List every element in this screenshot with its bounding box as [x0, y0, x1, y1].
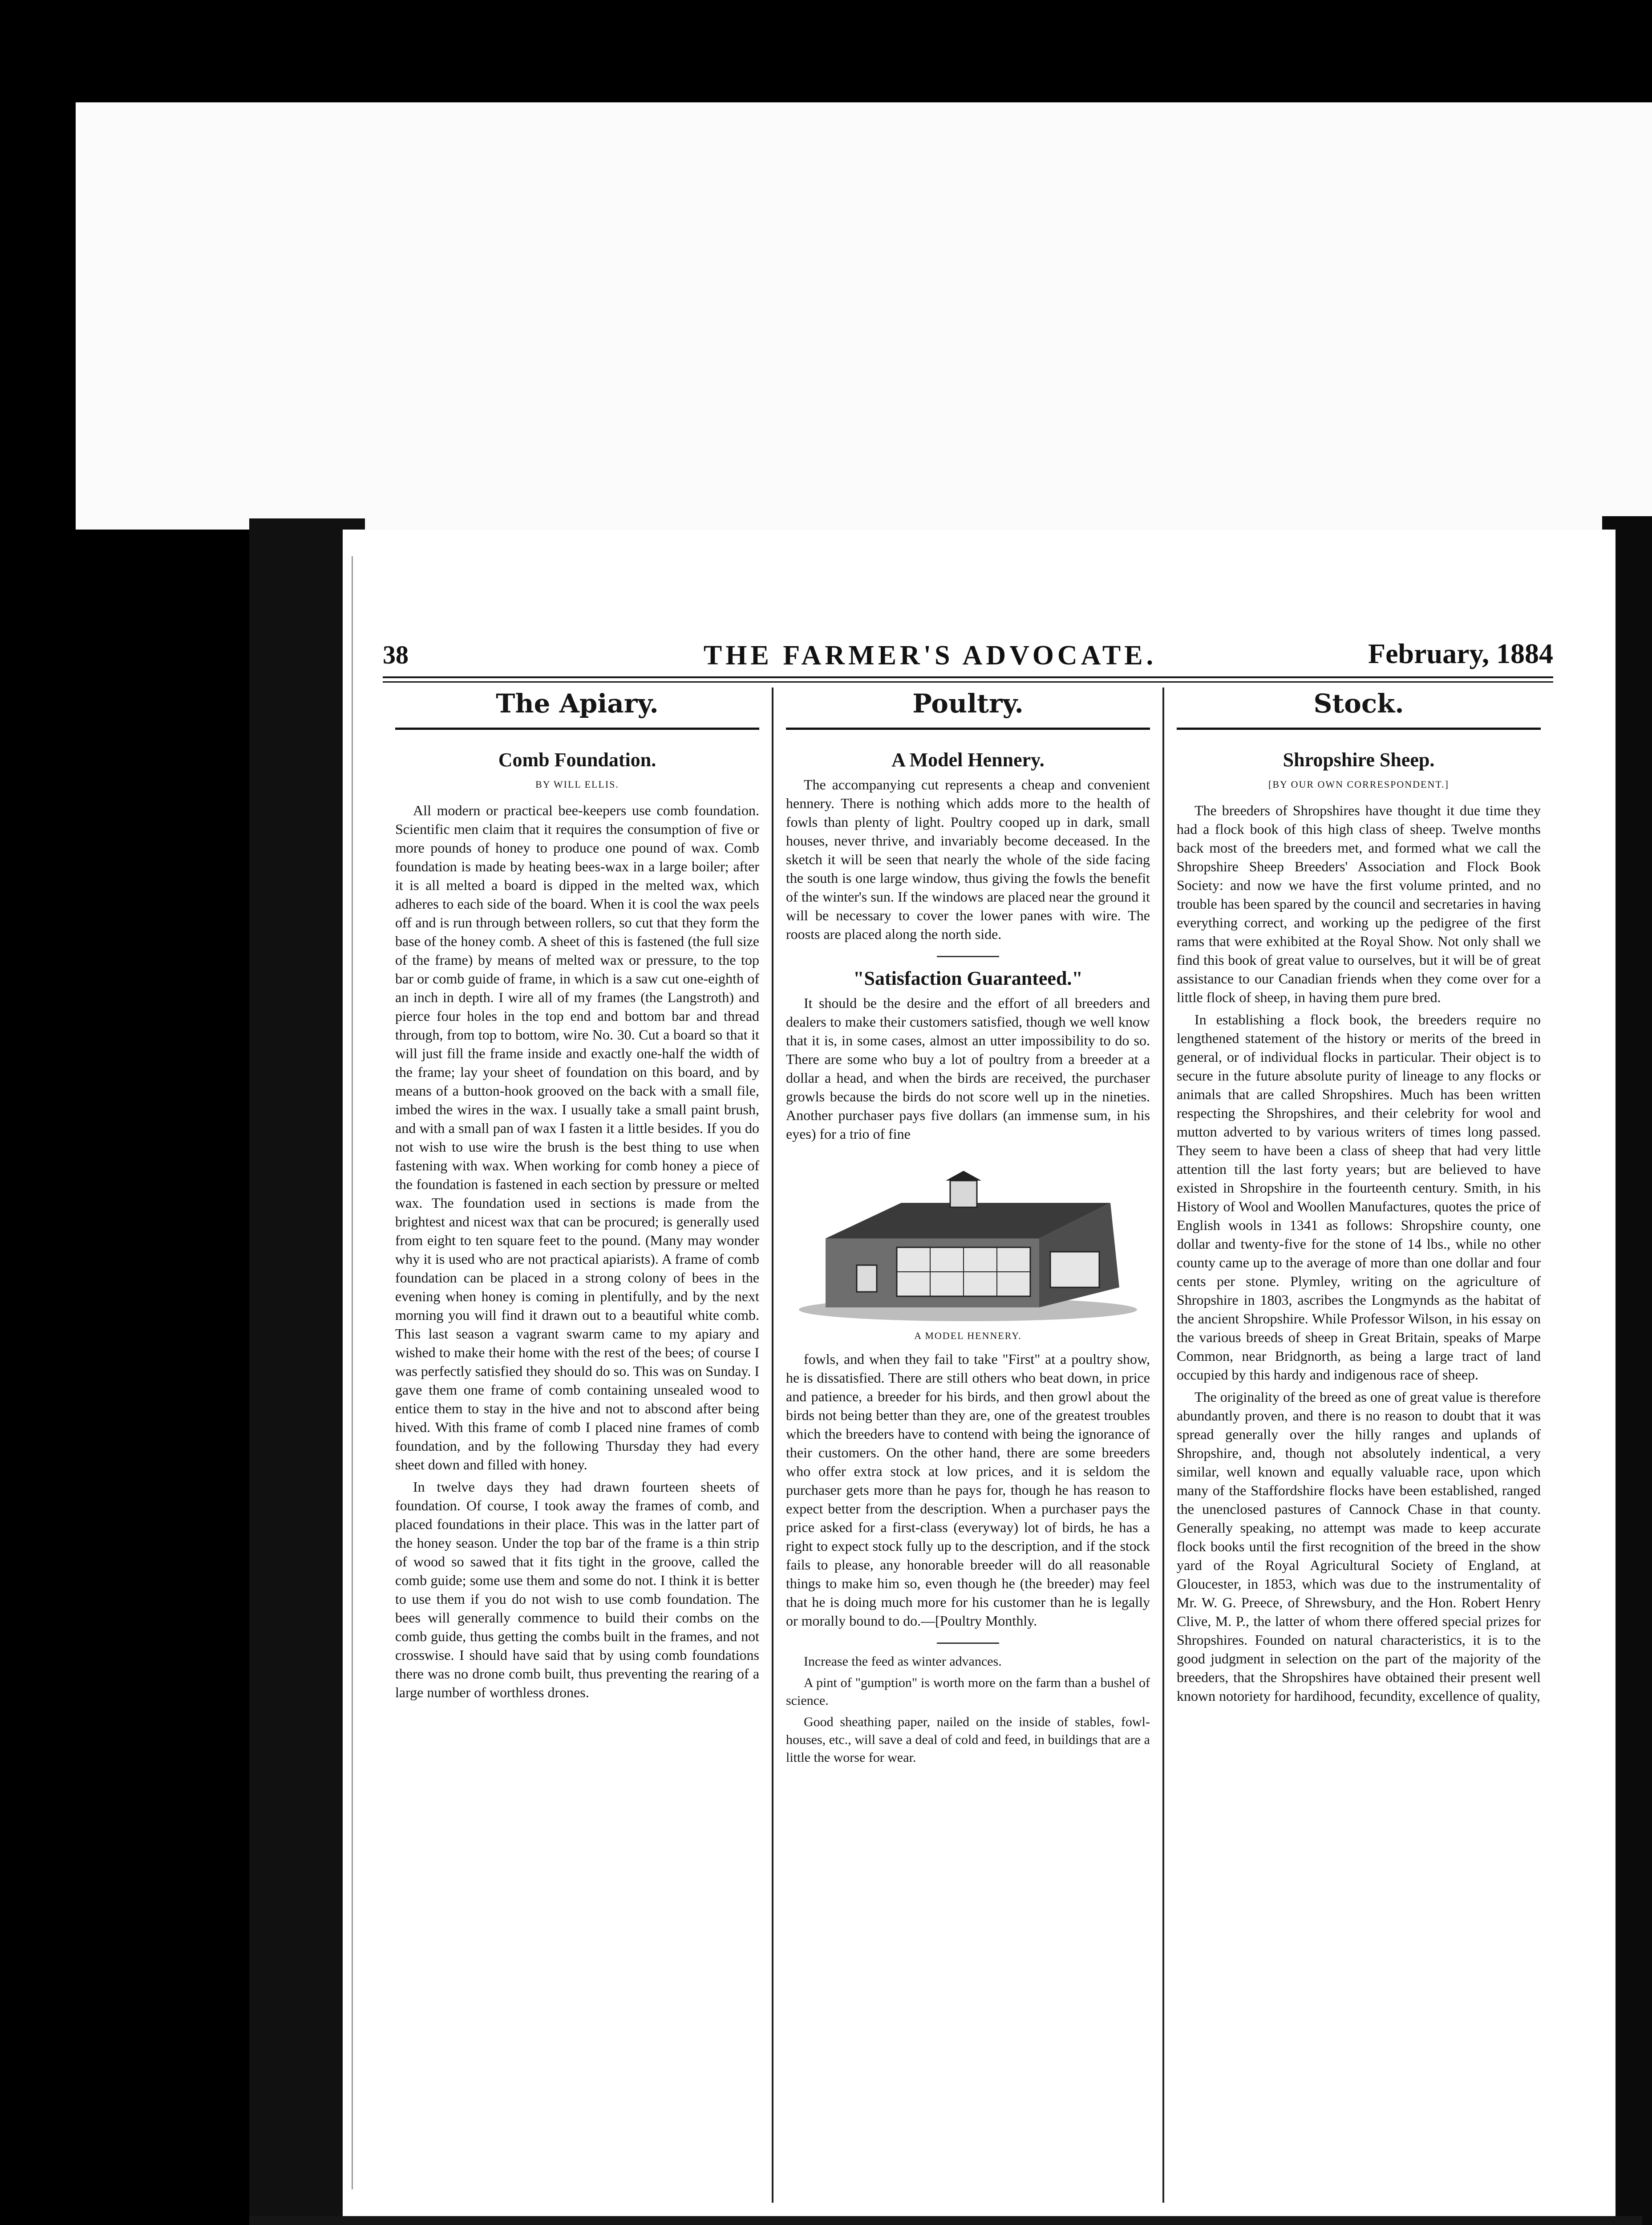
masthead: THE FARMER'S ADVOCATE. — [703, 640, 1157, 671]
article-paragraph: In twelve days they had drawn fourteen sheets of foundation. Of course, I took away the frames of comb, and placed foundations in their place. This was in the latter part of the honey season. Under the top bar of the frame is a thin strip of wood so sawed that it fits tight in the groove, called the comb guide; some use them and some do not. I think it is better to use them if you do not wish to use comb foundation. The bees will generally commence to build their combs on the comb guide, thus getting the combs built in the frames, and not crosswise. I should have said that by using comb foundations there was no drone comb built, thus preventing the rearing of a large number of worthless drones. — [395, 1479, 759, 1700]
department-heading-poultry: Poultry. — [786, 688, 1150, 730]
hennery-illustration — [786, 1154, 1150, 1345]
header-rule — [383, 681, 1553, 683]
article-paragraph: It should be the desire and the effort of all breeders and dealers to make their customers satisfied, though we well know that it is, in some cases, almost an utter impossibility to do so. There are some who buy a lot of poultry from a breeder at a dollar a head, and when the birds are received, the purchaser growls because the birds do not score well up in the nineties. Another purchaser pays five dollars (an immense sum, in his eyes) for a trio of fine — [786, 995, 1150, 1142]
page-header — [383, 632, 1553, 678]
department-heading-apiary: The Apiary. — [395, 688, 759, 730]
article-paragraph: In establishing a flock book, the breeders require no lengthened statement of the history or merits of the breed in general, or of individual flocks in particular. Their object is to secure in the future absolute purity of lineage to any flocks or animals that are called Shropshires. Much has been written respecting the Shropshires, and their celebrity for wool and mutton adverted to by various writers of times long passed. They seem to have been a class of sheep that had very little attention till the last forty years; but are believed to have existed in Shropshire in the fourteenth century. Smith, in his History of Wool and Woollen Manufactures, quotes the price of English wools in 1341 as follows: Shropshire county, one dollar and twenty-five for the stone of 14 lbs., while no other county came up to the average of more than one dollar and four cents per stone. Plymley, writing on the agriculture of Shropshire in 1803, ascribes the Longmynds as the habitat of the ancient Shropshire. While Professor Wilson, in his essay on the various breeds of sheep in Great Britain, speaks of Marpe Common, near Bridgnorth, as being a large tract of land occupied by this hardy and indigenous race of sheep. — [1177, 1011, 1541, 1383]
column-apiary — [383, 688, 772, 2203]
article-paragraph: The originality of the breed as one of great value is therefore abundantly proven, and there is no reason to doubt that it was spread generally over the hilly ranges and uplands of Shropshire, and, though not absolutely indentical, a very similar, well known and equally valuable race, upon which many of the Staffordshire flocks have been established, ranged the unenclosed pastures of Cannock Chase in that county. Generally speaking, no attempt was made to keep accurate flock books until the first recognition of the breed in the show yard of the Royal Agricultural Society of England, at Gloucester, in 1853, which was due to the instrumentality of Mr. W. G. Preece, of Shrewsbury, and the Hon. Robert Henry Clive, M. P., the latter of whom there offered special prizes for Shropshires. Founded on natural characteristics, it is to the good judgment in selection on the part of the majority of the breeders, that the Shropshires have obtained their present well known notoriety for hardihood, fecundity, excellence of quality, — [1177, 1389, 1541, 1704]
article-paragraph: All modern or practical bee-keepers use comb foundation. Scientific men claim that it requires the consumption of five or more pounds of honey to produce one pound of wax. Comb foundation is made by heating bees-wax in a large boiler; after it is all melted a board is dipped in the melted wax, which adheres to each side of the board. When it is cool the wax peels off and is run through between rollers, so cut that they form the base of the honey comb. A sheet of this is fastened (the full size of the frame) by means of melted wax or pressure, to the top bar or comb guide of frame, in which is a saw cut one-eighth of an inch in depth. I wire all of my frames (the Langstroth) and pierce four holes in the top end and bottom bar and thread through, from top to bottom, wire No. 30. Cut a board so that it will just fill the frame inside and exactly one-half the width of the frame; lay your sheet of foundation on this board, and by means of a button-hook grooved on the back with a small file, imbed the wires in the wax. I usually take a small paint brush, and with a small pan of wax I fasten it a little besides. If you do not wish to use wire the brush is the best thing to use when fastening with wax. When working for comb honey a piece of the foundation is fastened in each section by pressure or melted wax. The foundation used in sections is made from the brightest and nicest wax that can be procured; is generally used from eight to ten square feet to the pound. (Many may wonder why it is used who are not practical apiarists). A frame of comb foundation can be placed in a strong colony of bees in the evening when honey is coming in plentifully, and by the next morning you will find it drawn out to a beautiful white comb. This last season a vagrant swarm came to my apiary and wished to make their home with the rest of the bees; of course I was perfectly satisfied they should do so. This was on Sunday. I gave them one frame of comb containing unsealed wood to entice them to stay in the hive and not to abscond after being hived. With this frame of comb I placed nine frames of comb foundation, and by the following Thursday they had every sheet down and filled with honey. — [395, 802, 759, 1473]
article-columns — [383, 688, 1553, 2203]
article-title: Comb Foundation. — [498, 749, 656, 771]
article-paragraph: The breeders of Shropshires have thought it due time they had a flock book of this high class of sheep. Twelve months back most of the breeders met, and formed what we call the Shropshire Sheep Breeders' Association and Flock Book Society: and now we have the first volume printed, and no trouble has been spared by the council and secretaries in having everything correct, and working up the pedigree of the first rams that were exhibited at the Royal Show. Not only shall we find this book of great value to ourselves, but it will be of great assistance to our Canadian friends when they come over for a little flock of sheep, in having them pure bred. — [1177, 802, 1541, 1005]
column-poultry — [772, 688, 1162, 2203]
page-number: 38 — [383, 640, 409, 669]
figure-caption: A MODEL HENNERY. — [914, 1330, 1022, 1341]
article-title: Shropshire Sheep. — [1283, 749, 1435, 771]
note-item: Good sheathing paper, nailed on the inside of stables, fowl-houses, etc., will save a deal of cold and feed, in buildings that are a little the worse for wear. — [786, 1715, 1150, 1765]
book-cover-bottom — [249, 2216, 1642, 2225]
section-divider — [937, 956, 999, 957]
department-heading-stock: Stock. — [1177, 688, 1541, 730]
section-divider — [937, 1642, 999, 1644]
article-title: A Model Hennery. — [891, 749, 1045, 771]
note-item: Increase the feed as winter advances. — [804, 1654, 1002, 1669]
column-stock — [1162, 688, 1553, 2203]
hennery-engraving — [790, 1154, 1146, 1323]
article-title: "Satisfaction Guaranteed." — [853, 967, 1083, 989]
article-byline: BY WILL ELLIS. — [535, 779, 619, 790]
note-item: A pint of "gumption" is worth more on the farm than a bushel of science. — [786, 1675, 1150, 1708]
article-paragraph: fowls, and when they fail to take "First" at a poultry show, he is dissatisfied. There are still others who beat down, in price and patience, a breeder for his birds, and then growl about the birds not being better than they are, one of the greatest troubles which the breeders have to contend with being the ignorance of their customers. On the other hand, there are some breeders who offer extra stock at low prices, and it is seldom the purchaser gets more than he pays for, though he has reason to expect better from the description. When a purchaser pays the price asked for a first-class (everyway) lot of birds, he has a right to expect stock fully up to the description, and if the stock fails to please, any honorable breeder will do all reasonable things to make him so, even though he (the breeder) may feel that he is doing much more for his customer than he is legally or morally bound to do.—[Poultry Monthly. — [786, 1351, 1150, 1629]
newspaper-page — [343, 530, 1616, 2216]
gutter-line — [352, 556, 353, 2189]
article-byline: [BY OUR OWN CORRESPONDENT.] — [1268, 779, 1449, 790]
issue-date: February, 1884 — [1368, 638, 1553, 669]
farm-notes — [786, 1653, 1150, 1767]
upper-blank-sheet — [76, 102, 1652, 530]
article-paragraph: The accompanying cut represents a cheap and convenient hennery. There is nothing which adds more to the health of fowls than plenty of light. Poultry cooped up in dark, small houses, never thrive, and invariably become deceased. In the sketch it will be seen that nearly the whole of the side facing the south is one large window, thus giving the fowls the benefit of the winter's sun. If the windows are placed near the ground it will be necessary to cover the lower panes with wire. The roosts are placed along the north side. — [786, 777, 1150, 942]
